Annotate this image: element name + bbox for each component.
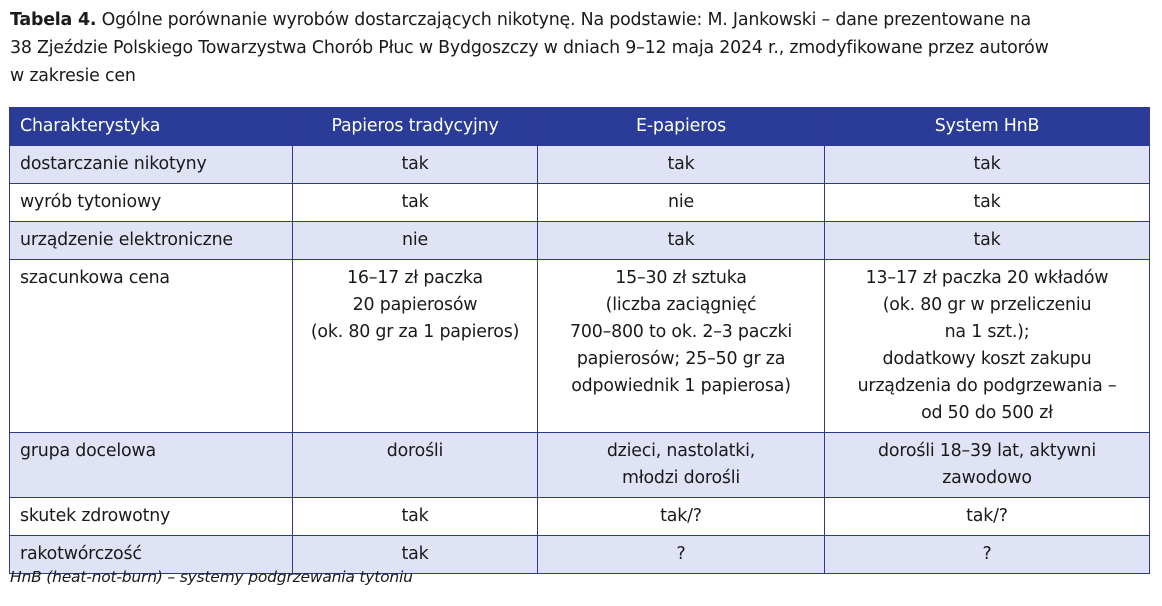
table-cell — [825, 184, 1150, 222]
table-cell — [825, 498, 1150, 536]
caption-line-1 — [10, 6, 1150, 34]
cell-line: (ok. 80 gr w przeliczeniu — [882, 295, 1092, 315]
header-characteristic: Charakterystyka — [10, 108, 293, 146]
cell-line: dorośli 18–39 lat, aktywni — [878, 441, 1096, 461]
cell-line: tak — [401, 192, 429, 212]
row-label: grupa docelowa — [10, 433, 293, 498]
cell-text — [548, 503, 814, 530]
cell-line: ? — [982, 544, 992, 564]
cell-text — [835, 227, 1139, 254]
table-cell — [825, 146, 1150, 184]
cell-line: 13–17 zł paczka 20 wkładów — [865, 268, 1109, 288]
cell-line: 700–800 to ok. 2–3 paczki — [569, 322, 792, 342]
cell-line: nie — [668, 192, 694, 212]
row-label: rakotwórczość — [10, 536, 293, 574]
cell-line: (ok. 80 gr za 1 papieros) — [310, 322, 520, 342]
cell-line: tak — [667, 154, 695, 174]
cell-line: tak — [973, 192, 1001, 212]
table-cell — [293, 433, 538, 498]
table-body — [10, 146, 1150, 574]
row-label: szacunkowa cena — [10, 260, 293, 433]
cell-text — [303, 541, 527, 568]
cell-text — [548, 541, 814, 568]
caption-label: Tabela 4. — [10, 10, 97, 30]
cell-text — [548, 189, 814, 216]
table-cell — [538, 433, 825, 498]
table-cell — [825, 433, 1150, 498]
table-cell — [293, 498, 538, 536]
cell-line: tak — [973, 230, 1001, 250]
cell-text — [303, 503, 527, 530]
cell-line: papierosów; 25–50 gr za — [576, 349, 786, 369]
cell-line: tak — [973, 154, 1001, 174]
cell-line: tak — [401, 506, 429, 526]
table-cell — [293, 184, 538, 222]
row-label: dostarczanie nikotyny — [10, 146, 293, 184]
header-e-cigarette: E-papieros — [538, 108, 825, 146]
table-header — [10, 108, 1150, 146]
cell-line: tak — [401, 154, 429, 174]
table-caption — [10, 6, 1150, 90]
cell-text — [303, 265, 527, 346]
table-cell — [538, 498, 825, 536]
cell-line: 15–30 zł sztuka — [615, 268, 747, 288]
table-footnote: HnB (heat-not-burn) – systemy podgrzewania tytoniu — [10, 568, 413, 586]
cell-text — [548, 265, 814, 400]
table-cell — [538, 184, 825, 222]
cell-text — [835, 541, 1139, 568]
caption-text-1: Ogólne porównanie wyrobów dostarczających nikotynę. Na podstawie: M. Jankowski – dane prezentowane na — [101, 10, 1031, 30]
table-row — [10, 184, 1150, 222]
cell-line: dzieci, nastolatki, — [606, 441, 756, 461]
cell-text — [835, 189, 1139, 216]
cell-line: na 1 szt.); — [944, 322, 1030, 342]
cell-line: tak — [667, 230, 695, 250]
row-label: urządzenie elektroniczne — [10, 222, 293, 260]
cell-text — [835, 438, 1139, 492]
table-row — [10, 498, 1150, 536]
table-cell — [538, 222, 825, 260]
cell-text — [303, 189, 527, 216]
cell-line: odpowiednik 1 papierosa) — [571, 376, 791, 396]
table-cell — [825, 222, 1150, 260]
cell-text — [835, 503, 1139, 530]
cell-line: dodatkowy koszt zakupu — [882, 349, 1092, 369]
cell-text — [548, 438, 814, 492]
table-row — [10, 433, 1150, 498]
row-label: skutek zdrowotny — [10, 498, 293, 536]
header-hnb-system: System HnB — [825, 108, 1150, 146]
comparison-table — [9, 107, 1150, 574]
table-row — [10, 222, 1150, 260]
cell-line: ? — [676, 544, 686, 564]
cell-line: od 50 do 500 zł — [921, 403, 1053, 423]
cell-line: 20 papierosów — [352, 295, 478, 315]
cell-line: dorośli — [386, 441, 444, 461]
cell-line: 16–17 zł paczka — [347, 268, 483, 288]
cell-line: urządzenia do podgrzewania – — [857, 376, 1117, 396]
cell-text — [835, 265, 1139, 427]
table-cell — [538, 146, 825, 184]
cell-line: tak/? — [966, 506, 1008, 526]
table-cell — [825, 260, 1150, 433]
table-cell — [293, 222, 538, 260]
cell-line: tak/? — [660, 506, 702, 526]
caption-line-3: w zakresie cen — [10, 66, 136, 86]
header-row — [10, 108, 1150, 146]
table-cell — [293, 146, 538, 184]
table-cell — [538, 536, 825, 574]
cell-line: tak — [401, 544, 429, 564]
table-row — [10, 146, 1150, 184]
caption-line-2: 38 Zjeździe Polskiego Towarzystwa Chorób Płuc w Bydgoszczy w dniach 9–12 maja 2024 r., zmodyfikowane przez autorów — [10, 38, 1049, 58]
cell-text — [835, 151, 1139, 178]
cell-text — [548, 227, 814, 254]
row-label: wyrób tytoniowy — [10, 184, 293, 222]
cell-text — [303, 227, 527, 254]
table-cell — [293, 260, 538, 433]
table-cell — [825, 536, 1150, 574]
cell-line: zawodowo — [942, 468, 1032, 488]
table-row — [10, 260, 1150, 433]
cell-line: (liczba zaciągnięć — [605, 295, 757, 315]
cell-line: młodzi dorośli — [621, 468, 741, 488]
cell-text — [303, 438, 527, 465]
table-cell — [538, 260, 825, 433]
cell-text — [303, 151, 527, 178]
cell-text — [548, 151, 814, 178]
header-traditional-cigarette: Papieros tradycyjny — [293, 108, 538, 146]
cell-line: nie — [402, 230, 428, 250]
